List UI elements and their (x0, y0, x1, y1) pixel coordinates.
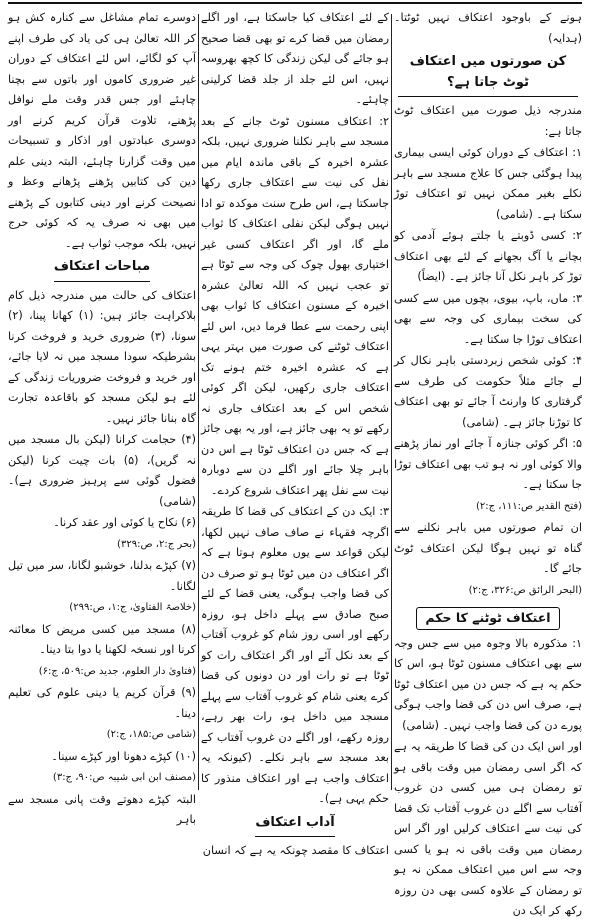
paragraph: ہونے کے باوجود اعتکاف نہیں ٹوٹتا۔ (ہدایہ) (394, 11, 582, 45)
citation: (بحر ج:۲، ص:۳۲۹) (117, 538, 196, 550)
section-heading: آداب اعتکاف (255, 813, 334, 838)
column-divider (198, 14, 199, 790)
paragraph: ۴: کوئی شخص زبردستی باہر نکال کر لے جائے مثلاً حکومت کی طرف سے گرفتاری کا وارنٹ آ جائے تو بھی اعتکاف کا توڑنا جائز ہے۔ (شامی) (394, 354, 582, 429)
section-heading: کن صورتوں میں اعتکاف ٹوٹ جاتا ہے؟ (398, 52, 578, 97)
paragraph: دوسرے تمام مشاغل سے کنارہ کش ہو کر اللہ تعالیٰ ہی کی یاد کی طرف اپنے آپ کو لگائے، اس لئے اعتکاف کے دوران غیر ضروری کاموں اور باتوں سے بچنا چاہئے اور جس قدر وقت ملے نوافل پڑھنے، تلاوت قرآن کریم کرنے اور دوسری عبادتوں اور اذکار و تسبیحات میں وقت گزارنا چاہئے، البتہ دینی علم دین کی کتابیں پڑھنے پڑھانے وعظ و نصیحت کرنے اور دینی کتابوں کے پڑھنے میں بھی نہ صرف یہ کہ کوئی حرج نہیں، بلکہ موجب ثواب ہے۔ (8, 11, 196, 250)
citation: (مصنف ابن ابی شیبہ ص:۹۰، ج:۳) (52, 772, 196, 783)
section-heading: اعتکاف ٹوٹنے کا حکم (416, 607, 559, 630)
paragraph: کے لئے اعتکاف کیا جاسکتا ہے، اور اگلے رمضان میں قضا کرے تو بھی قضا صحیح ہو جائے گی لیکن زندگی کا کچھ بھروسہ نہیں، اس لئے جلد از جلد قضا کرلینی چاہئے۔ (201, 11, 389, 106)
citation: (خلاصۃ الفتاویٰ، ج:۱، ص:۲۹۹) (69, 602, 196, 613)
paragraph: ان تمام صورتوں میں باہر نکلنے سے گناہ تو نہیں ہوگا لیکن اعتکاف ٹوٹ جائے گا۔ (394, 521, 582, 575)
citation: (فتح القدیر ص:۱۱۱، ج:۲) (475, 500, 582, 512)
paragraph: (۴) حجامت کرانا (لیکن بال مسجد میں نہ گریں)، (۵) بات چیت کرنا (لیکن فضول گوئی سے پرہیز ضروری ہے)۔ (شامی) (8, 433, 196, 508)
paragraph: (۶) نکاح یا کوئی اور عقد کرنا۔ (53, 516, 196, 529)
paragraph: (۷) کپڑے بدلنا، خوشبو لگانا، سر میں تیل لگانا۔ (8, 559, 196, 593)
right-column (394, 8, 582, 917)
paragraph: ۲: کسی ڈوبتے یا جلتے ہوئے آدمی کو بچانے یا آگ بجھانے کے لئے بھی اعتکاف توڑ کر باہر نکل آنا جائز ہے۔ (ایضاً) (394, 229, 582, 283)
left-column (8, 8, 196, 826)
paragraph: مندرجہ ذیل صورت میں اعتکاف ٹوٹ جاتا ہے: (394, 104, 582, 138)
paragraph: ۵: اگر کوئی جنازہ آ جائے اور نماز پڑھنے والا کوئی اور نہ ہو تب بھی اعتکاف توڑا جا سکتا ہے۔ (394, 437, 582, 491)
citation: (البحر الرائق ص:۳۲۶، ج:۲) (468, 584, 582, 596)
paragraph: ۳: ایک دن کے اعتکاف کی قضا کا طریقہ اگرچہ فقہاء نے صاف صاف نہیں لکھا، لیکن قواعد سے یوں معلوم ہوتا ہے کہ اگر اعتکاف دن میں ٹوٹا ہو تو صرف دن کی قضا واجب ہوگی، یعنی قضا کے لئے صبح صادق سے پہلے داخل ہو، روزہ رکھے اور اسی روز شام کو غروب آفتاب کے بعد نکل آئے اور اگر اعتکاف رات کو ٹوٹا ہے تو رات اور دن دونوں کی قضا کرے یعنی شام کو غروب آفتاب سے پہلے مسجد میں داخل ہو، رات بھر رہے، روزہ رکھے، اور اگلے دن غروب آفتاب کے بعد مسجد سے باہر نکلے۔ (کیونکہ یہ اعتکاف واجب ہے اور اعتکاف منذور کا حکم یہی ہے)۔ (201, 505, 389, 805)
paragraph: ۳: ماں، باپ، بیوی، بچوں میں سے کسی کی سخت بیماری کی وجہ سے بھی اعتکاف توڑا جا سکتا ہے۔ (394, 291, 582, 346)
paragraph: اور اس ایک دن کی قضا کا طریقہ یہ ہے کہ اگر اسی رمضان میں وقت باقی ہو تو رمضان ہی میں کسی دن غروب آفتاب سے اگلے دن غروب آفتاب تک قضا کی نیت سے اعتکاف کرلیں اور اگر اس رمضان میں وقت باقی نہ ہو یا کسی وجہ سے اس میں اعتکاف ممکن نہ ہو تو رمضان کے علاوہ کسی بھی دن روزہ رکھ کر ایک دن (394, 740, 582, 917)
top-rule (8, 2, 582, 4)
paragraph: ۲: اعتکاف مسنون ٹوٹ جانے کے بعد مسجد سے باہر نکلنا ضروری نہیں، بلکہ عشرہ اخیرہ کے باقی ماندہ ایام میں نفل کی نیت سے اعتکاف جاری رکھا جاسکتا ہے، اس طرح سنت موکدہ تو ادا نہیں ہوگی لیکن نفلی اعتکاف کا ثواب ملے گا، اور اگر اعتکاف کسی غیر اختیاری بھول چوک کی وجہ سے ٹوٹا ہے تو عجب نہیں کہ اللہ تعالیٰ عشرہ اخیرہ کے مسنون اعتکاف کا ثواب بھی اپنی رحمت سے عطا فرما دیں، اس لئے اعتکاف ٹوٹنے کی صورت میں بہتر یہی ہے کہ عشرہ اخیرہ ختم ہونے تک اعتکاف جاری رکھیں، لیکن اگر کوئی شخص اس کے بعد اعتکاف جاری نہ رکھے تو یہ بھی جائز ہے، اور یہ بھی جائز ہے کہ جس دن اعتکاف ٹوٹا ہے اس دن باہر چلا جائے اور اگلے دن سے دوبارہ نیت سے نفل پھر اعتکاف شروع کردے۔ (201, 114, 389, 497)
text-columns (8, 8, 582, 917)
middle-column (201, 8, 389, 857)
citation: (شامی ص:۱۸۵، ج:۲) (106, 729, 196, 740)
paragraph: (۹) قرآن کریم یا دینی علوم کی تعلیم دینا۔ (8, 686, 196, 720)
citation: (فتاویٰ دار العلوم، جدید ص:۵۰۹، ج:۶) (38, 665, 196, 677)
paragraph: اعتکاف کی حالت میں مندرجہ ذیل کام بلاکراہت جائز ہیں: (۱) کھانا پینا، (۲) سونا، (۳) ضروری خرید و فروخت کرنا بشرطیکہ سودا مسجد میں نہ لایا جائے، اور خرید و فروخت ضروریات زندگی کے لئے ہو لیکن مسجد کو باقاعدہ تجارت گاہ بنانا جائز نہیں۔ (8, 288, 196, 425)
paragraph: (۸) مسجد میں کسی مریض کا معائنہ کرنا اور نسخہ لکھنا یا دوا بتا دینا۔ (8, 622, 196, 656)
section-heading: مباحات اعتکاف (54, 257, 150, 282)
paragraph: ۱: مذکورہ بالا وجوہ میں سے جس وجہ سے بھی اعتکاف مسنون ٹوٹا ہو، اس کا حکم یہ ہے کہ جس دن میں اعتکاف ٹوٹا ہے، صرف اس دن کی قضا واجب ہوگی پورے دن کی قضا واجب نہیں۔ (شامی) (394, 636, 582, 732)
paragraph: (۱۰) کپڑے دھونا اور کپڑے سینا۔ (51, 749, 196, 763)
column-divider (391, 14, 392, 790)
paragraph: اعتکاف کا مقصد چونکہ یہ ہے کہ انسان (202, 844, 389, 857)
paragraph: البتہ کپڑے دھوتے وقت پانی مسجد سے باہر (8, 792, 196, 826)
paragraph: ۱: اعتکاف کے دوران کوئی ایسی بیماری پیدا ہوگئی جس کا علاج مسجد سے باہر نکلے بغیر ممکن نہیں تو اعتکاف توڑ سکتا ہے۔ (شامی) (394, 146, 582, 221)
